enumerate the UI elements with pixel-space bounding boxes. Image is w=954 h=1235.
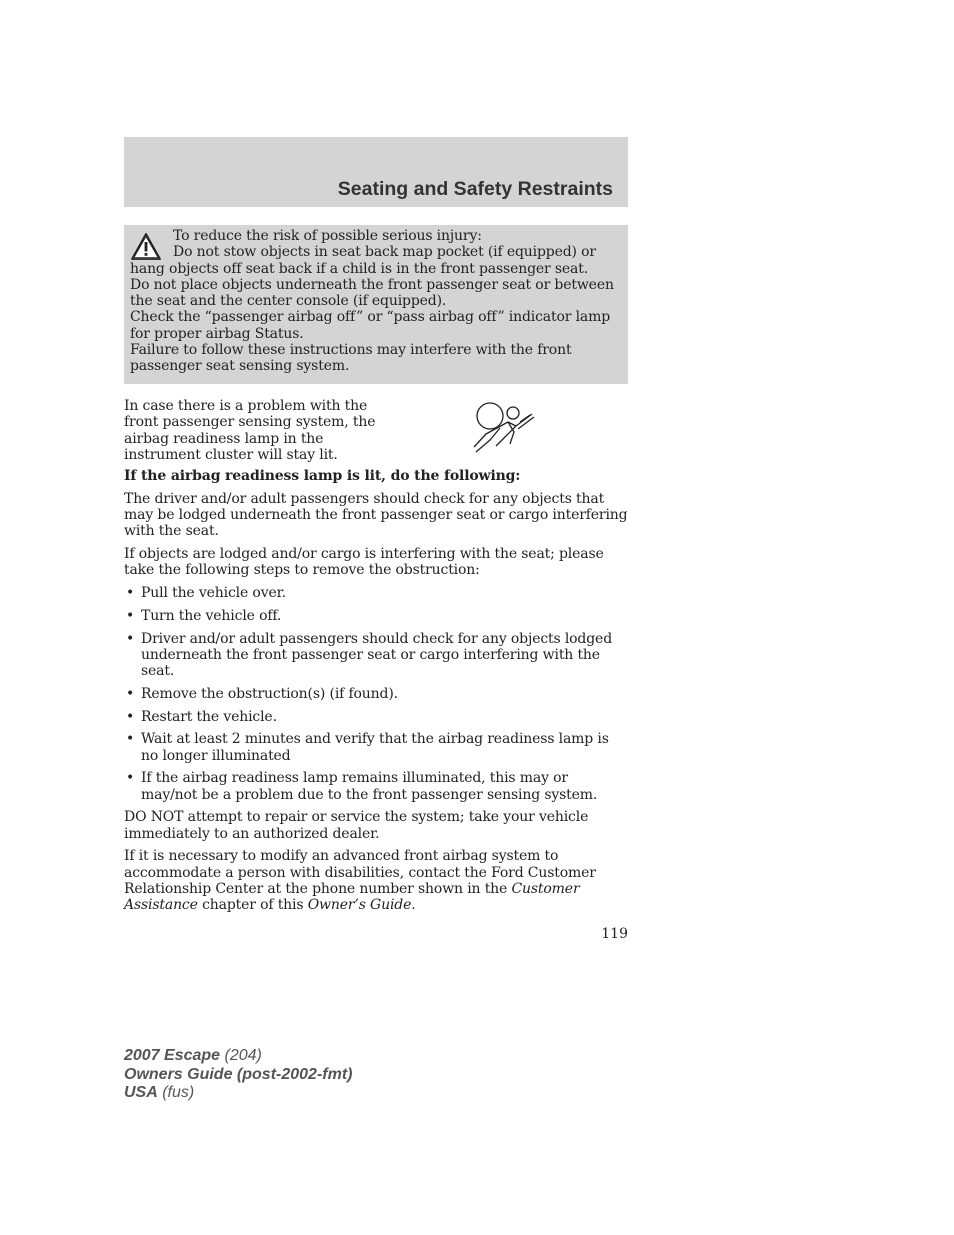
list-item: • Driver and/or adult passengers should check for any objects lodged underneath the front passenger seat or cargo interfering with the seat. [124,631,628,680]
warning-line: Failure to follow these instructions may interfere with the front passenger seat sensing system. [130,342,572,375]
text-run: . [411,897,416,914]
list-item: • Restart the vehicle. [124,709,628,725]
footer-market-code: (fus) [157,1084,195,1101]
steps-list [124,585,628,803]
footer-line [124,1047,352,1066]
footer-model: 2007 Escape [124,1047,221,1064]
document-footer [124,1047,352,1103]
intro-block [124,398,628,468]
airbag-readiness-icon [470,400,536,456]
intro-paragraph: In case there is a problem with the front passenger sensing system, the airbag readiness lamp in the instrument cluster will stay lit. [124,398,376,463]
list-item: • Turn the vehicle off. [124,608,628,624]
paragraph: The driver and/or adult passengers should check for any objects that may be lodged underneath the front passenger seat or cargo interfering with the seat. [124,490,628,540]
list-item: • If the airbag readiness lamp remains illuminated, this may or may/not be a problem due to the front passenger sensing system. [124,770,628,803]
text-run: If it is necessary to modify an advanced front airbag system to accommodate a person with disabilities, contact the Ford Customer Relationship Center at the phone number shown in the [124,848,596,898]
footer-line [124,1066,352,1085]
paragraph: If objects are lodged and/or cargo is interfering with the seat; please take the following steps to remove the obstruction: [124,546,604,579]
footer-market: USA [124,1084,158,1101]
list-item: • Pull the vehicle over. [124,585,628,601]
section-header-band [124,137,628,207]
text-run: chapter of this [197,897,308,914]
paragraph-contact [124,848,628,913]
warning-triangle-icon [130,232,162,261]
paragraph: DO NOT attempt to repair or service the system; take your vehicle immediately to an authorized dealer. [124,809,589,842]
warning-line: Do not place objects underneath the front passenger seat or between the seat and the center console (if equipped). [130,276,614,310]
warning-line: Check the “passenger airbag off” or “pass airbag off” indicator lamp for proper airbag Status. [130,309,611,342]
list-item: • Wait at least 2 minutes and verify that the airbag readiness lamp is no longer illuminated [124,731,628,764]
section-title: Seating and Safety Restraints [337,178,613,200]
warning-box [124,225,628,384]
footer-guide: Owners Guide (post-2002-fmt) [124,1065,353,1083]
list-item: • Remove the obstruction(s) (if found). [124,686,628,702]
warning-line: Do not stow objects in seat back map pocket (if equipped) or hang objects off seat back if a child is in the front passenger seat. [130,244,596,277]
italic-ref-owners-guide: Owner’s Guide [307,897,412,914]
italic-ref-customer-assistance: Customer Assistance [124,881,580,914]
warning-line: To reduce the risk of possible serious injury: [173,228,482,244]
subheading: If the airbag readiness lamp is lit, do the following: [124,468,521,484]
footer-line [124,1084,352,1103]
body-content [124,398,628,920]
page-number: 119 [601,926,628,942]
footer-model-code: (204) [220,1047,262,1064]
